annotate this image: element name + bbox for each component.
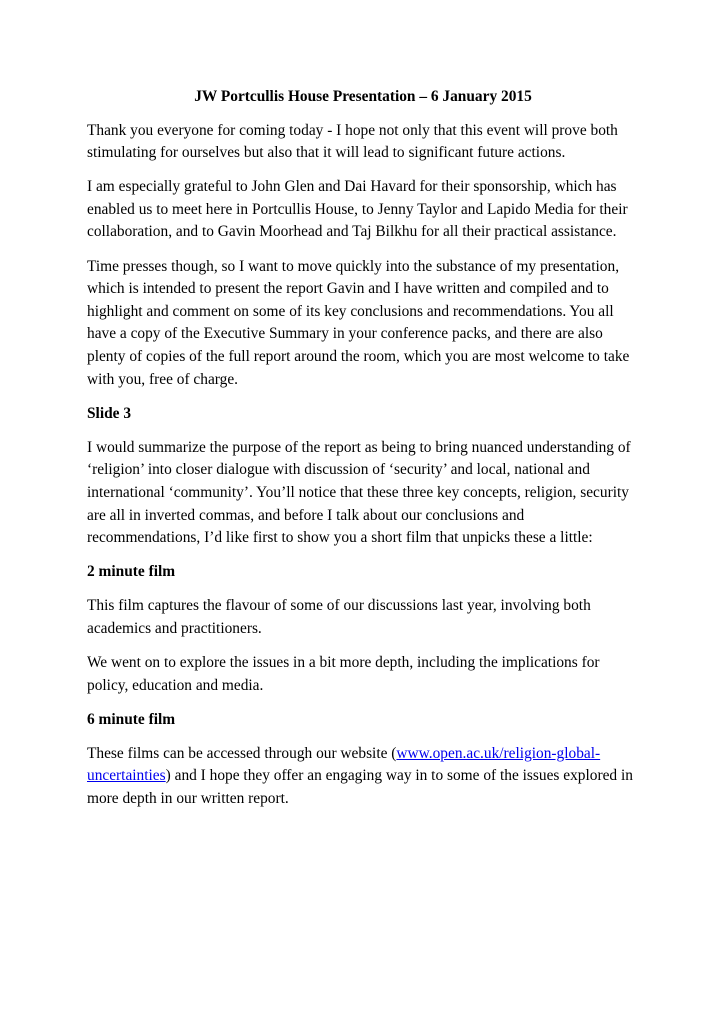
paragraph-report-purpose: I would summarize the purpose of the report as being to bring nuanced understanding of ‘religion’ into closer dialogue with discussion of ‘security’ and local, national and international ‘community’. You’ll notice that these three key concepts, religion, security are all in inverted commas, and before I talk about our conclusions and recommendations, I’d like first to show you a short film that unpicks these a little:	[87, 438, 631, 547]
paragraph-explore-issues: We went on to explore the issues in a bit more depth, including the implications for policy, education and media.	[87, 653, 600, 694]
document-body	[87, 86, 639, 822]
paragraph-intro: Thank you everyone for coming today - I hope not only that this event will prove both stimulating for ourselves but also that it will lead to significant future actions.	[87, 121, 618, 162]
paragraph-thanks: I am especially grateful to John Glen and Dai Havard for their sponsorship, which has enabled us to meet here in Portcullis House, to Jenny Taylor and Lapido Media for their collaboration, and to Gavin Moorhead and Taj Bilkhu for all their practical assistance.	[87, 178, 628, 241]
heading-6-minute-film: 6 minute film	[87, 710, 176, 728]
website-text-before: These films can be accessed through our website (	[87, 744, 397, 762]
paragraph-website	[87, 743, 639, 811]
document-title: JW Portcullis House Presentation – 6 January 2015	[194, 88, 532, 105]
paragraph-presentation: Time presses though, so I want to move quickly into the substance of my presentation, which is intended to present the report Gavin and I have written and compiled and to highlight and comment on some of its key conclusions and recommendations. You all have a copy of the Executive Summary in your conference packs, and there are also plenty of copies of the full report around the room, which you are most welcome to take with you, free of charge.	[87, 257, 630, 388]
paragraph-film-flavour: This film captures the flavour of some of our discussions last year, involving both academics and practitioners.	[87, 597, 591, 637]
heading-slide-3: Slide 3	[87, 404, 132, 422]
heading-2-minute-film: 2 minute film	[87, 563, 176, 581]
website-link[interactable]: www.open.ac.uk/religion-global-uncertainties	[87, 744, 601, 785]
website-text-after: ) and I hope they offer an engaging way in to some of the issues explored in more depth in our written report.	[87, 767, 633, 807]
